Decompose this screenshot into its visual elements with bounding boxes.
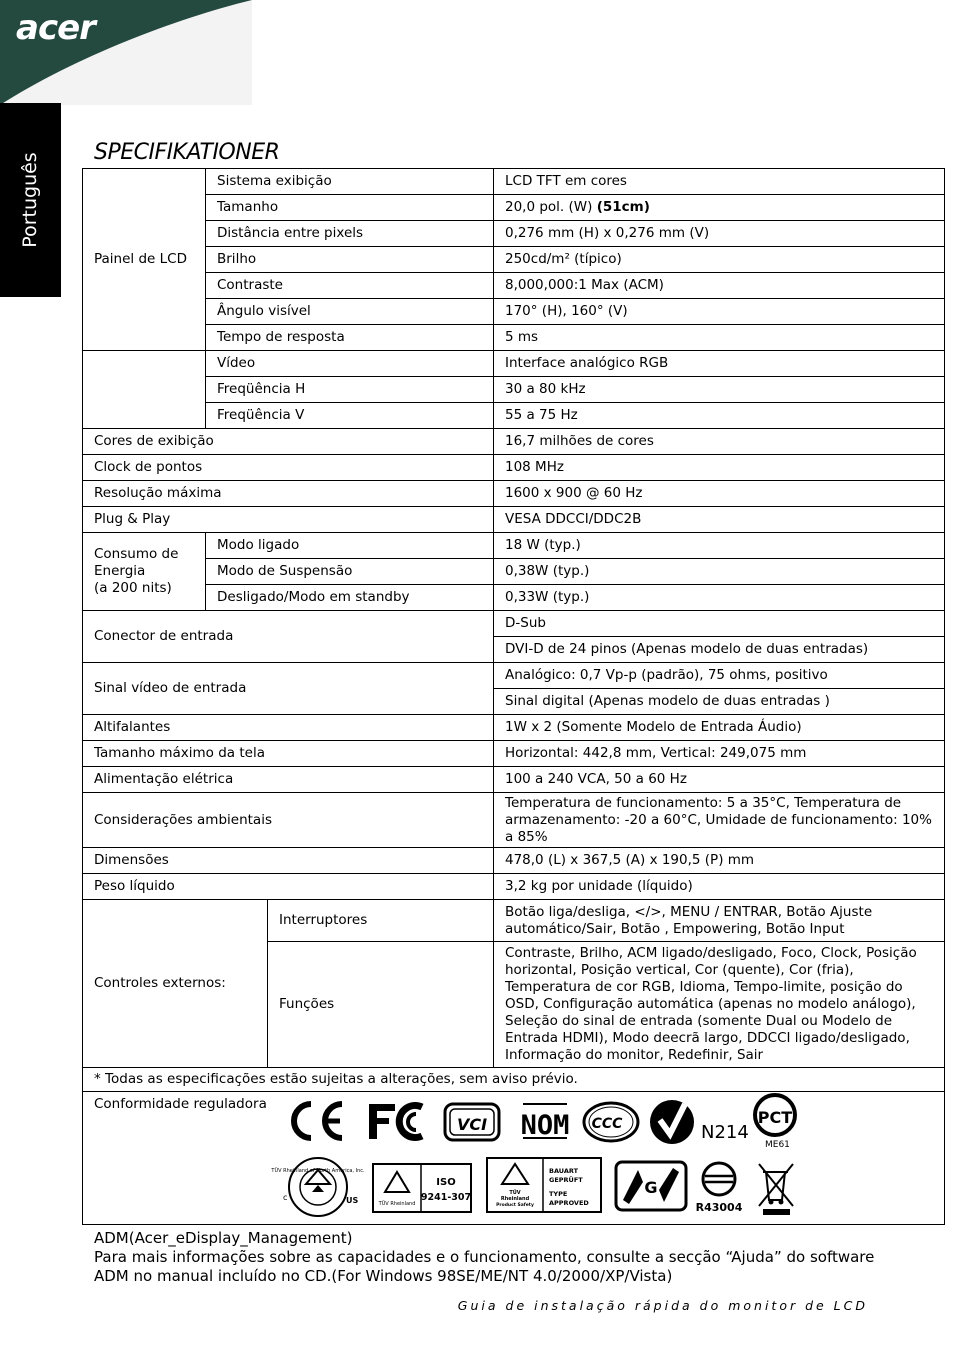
r43004-icon — [696, 1163, 743, 1214]
power-line-2: Energia — [94, 563, 146, 579]
spec-value: Botão liga/desliga, </>, MENU / ENTRAR, Botão Ajuste automático/Sair, Botão , Empowering, Botão Input — [494, 900, 945, 942]
spec-value: 0,38W (typ.) — [494, 559, 945, 585]
spec-value: 16,7 milhões de cores — [494, 429, 945, 455]
n214-text: N214 — [701, 1122, 749, 1143]
spec-value — [494, 195, 945, 221]
acer-logo: acer — [16, 8, 95, 48]
vcci-icon — [445, 1104, 499, 1140]
adm-body: Para mais informações sobre as capacidades e o funcionamento, consulte a secção “Ajuda” do software ADM no manual incluído no CD.(For Windows 98SE/ME/NT 4.0/2000/XP/Vista) — [94, 1248, 875, 1285]
bauart-tuv3: Product Safety — [496, 1203, 534, 1208]
table-row — [83, 481, 945, 507]
table-row — [83, 1068, 945, 1092]
r-code-text: R43004 — [695, 1201, 743, 1214]
size-cm: (51cm) — [596, 199, 650, 215]
ce-icon — [294, 1104, 342, 1138]
language-tab — [0, 103, 61, 297]
iso-tuv-text: TÜV Rheinland — [378, 1201, 416, 1207]
spec-label: Interruptores — [268, 900, 494, 942]
table-row — [83, 507, 945, 533]
table-row — [83, 900, 945, 942]
table-row — [83, 848, 945, 874]
c-tick-icon — [650, 1100, 694, 1144]
spec-label: Tempo de resposta — [206, 325, 494, 351]
spec-value: 170° (H), 160° (V) — [494, 299, 945, 325]
nom-text: NOM — [520, 1110, 570, 1141]
spec-value: 3,2 kg por unidade (líquido) — [494, 874, 945, 900]
spec-value: LCD TFT em cores — [494, 169, 945, 195]
table-row — [83, 299, 945, 325]
table-row — [83, 247, 945, 273]
spec-label: Altifalantes — [83, 715, 494, 741]
table-row — [83, 741, 945, 767]
iso-top-text: ISO — [436, 1177, 456, 1188]
table-row — [83, 455, 945, 481]
table-row — [83, 585, 945, 611]
spec-label: Dimensões — [83, 848, 494, 874]
me61-text: ME61 — [765, 1140, 790, 1150]
table-row — [83, 1092, 945, 1225]
spec-value: Horizontal: 442,8 mm, Vertical: 249,075 mm — [494, 741, 945, 767]
pct-icon — [755, 1095, 795, 1150]
table-row — [83, 273, 945, 299]
table-row — [83, 221, 945, 247]
spec-value: Analógico: 0,7 Vp-p (padrão), 75 ohms, positivo — [494, 663, 945, 689]
spec-label: Freqüência V — [206, 403, 494, 429]
bauart-tuv1: TÜV — [509, 1190, 521, 1196]
spec-value: 1600 x 900 @ 60 Hz — [494, 481, 945, 507]
header-band — [0, 0, 954, 105]
language-tab-label: Português — [19, 152, 41, 248]
tuv-north-america-icon — [270, 1158, 365, 1216]
compliance-label: Conformidade reguladora — [94, 1096, 267, 1112]
compliance-logos — [83, 1092, 883, 1222]
power-line-3: (a 200 nits) — [94, 580, 172, 596]
spec-value: VESA DDCCI/DDC2B — [494, 507, 945, 533]
g-mark-text: G — [644, 1178, 658, 1197]
ccc-icon — [584, 1103, 638, 1141]
spec-value: Sinal digital (Apenas modelo de duas entradas ) — [494, 689, 945, 715]
table-row — [83, 715, 945, 741]
bauart-2: GEPRÜFT — [549, 1176, 583, 1184]
spec-label: Modo ligado — [206, 533, 494, 559]
spec-value: Interface analógico RGB — [494, 351, 945, 377]
table-row — [83, 169, 945, 195]
fc-icon — [369, 1104, 422, 1139]
table-row — [83, 429, 945, 455]
spec-label: Plug & Play — [83, 507, 494, 533]
iso-9241-icon — [373, 1164, 471, 1212]
spec-label: Brilho — [206, 247, 494, 273]
spec-label: Tamanho — [206, 195, 494, 221]
bauart-1: BAUART — [549, 1167, 579, 1175]
nom-icon — [521, 1104, 570, 1141]
spec-label: Sistema exibição — [206, 169, 494, 195]
table-row — [83, 611, 945, 637]
spec-value: 30 a 80 kHz — [494, 377, 945, 403]
spec-value: 18 W (typ.) — [494, 533, 945, 559]
tuv-us-text: US — [346, 1196, 359, 1205]
spec-value: 5 ms — [494, 325, 945, 351]
spec-label: Contraste — [206, 273, 494, 299]
vcci-text: VCI — [456, 1115, 488, 1134]
compliance-cell — [83, 1092, 945, 1225]
bauart-3: TYPE — [549, 1190, 568, 1198]
spec-value: 100 a 240 VCA, 50 a 60 Hz — [494, 767, 945, 793]
spec-label: Funções — [268, 942, 494, 1068]
spec-label: Clock de pontos — [83, 455, 494, 481]
tuv-bauart-icon — [487, 1158, 601, 1212]
spec-label: Desligado/Modo em standby — [206, 585, 494, 611]
table-row — [83, 351, 945, 377]
bauart-tuv2: Rheinland — [500, 1196, 530, 1202]
footnote: * Todas as especificações estão sujeitas a alterações, sem aviso prévio. — [83, 1068, 945, 1092]
spec-label: Resolução máxima — [83, 481, 494, 507]
pct-text: PCT — [757, 1108, 793, 1127]
spec-value: 108 MHz — [494, 455, 945, 481]
spec-label: Peso líquido — [83, 874, 494, 900]
spec-label: Modo de Suspensão — [206, 559, 494, 585]
spec-table — [82, 168, 945, 1225]
weee-bin-icon — [759, 1164, 793, 1215]
spec-value: 0,33W (typ.) — [494, 585, 945, 611]
table-row — [83, 663, 945, 689]
table-row — [83, 533, 945, 559]
group-video-empty — [83, 351, 206, 429]
spec-label: Alimentação elétrica — [83, 767, 494, 793]
spec-value: 250cd/m² (típico) — [494, 247, 945, 273]
spec-label: Ângulo visível — [206, 299, 494, 325]
table-row — [83, 767, 945, 793]
spec-label: Freqüência H — [206, 377, 494, 403]
adm-title: ADM(Acer_eDisplay_Management) — [94, 1229, 353, 1247]
spec-label: Conector de entrada — [83, 611, 494, 663]
group-lcd-panel: Painel de LCD — [83, 169, 206, 351]
table-row — [83, 195, 945, 221]
size-inches: 20,0 pol. (W) — [505, 199, 593, 215]
group-power — [83, 533, 206, 611]
table-row — [83, 793, 945, 848]
ccc-text: CCC — [591, 1116, 623, 1132]
spec-value: Contraste, Brilho, ACM ligado/desligado, Foco, Clock, Posição horizontal, Posição vertical, Cor (quente), Cor (fria), Temperatura de cor RGB, Idioma, Tempo-limite, posição do OSD, Configuração automática (apenas no modelo análogo), Seleção do sinal de entrada (somente Dual ou Modelo de Entrada HDMI), Modo deecrã largo, DDCCI ligado/desligado, Informação do monitor, Redefinir, Sair — [494, 942, 945, 1068]
table-row — [83, 559, 945, 585]
spec-label: Sinal vídeo de entrada — [83, 663, 494, 715]
g-mark-icon — [616, 1162, 686, 1210]
iso-bottom-text: 9241-307 — [420, 1192, 472, 1203]
spec-value: 55 a 75 Hz — [494, 403, 945, 429]
tuv-na-text: TÜV Rheinland of North America, Inc. — [271, 1168, 365, 1174]
page-footer: Guia de instalação rápida do monitor de LCD — [457, 1298, 868, 1313]
adm-note — [94, 1229, 884, 1286]
table-row — [83, 377, 945, 403]
spec-label: Tamanho máximo da tela — [83, 741, 494, 767]
spec-value: Temperatura de funcionamento: 5 a 35°C, Temperatura de armazenamento: -20 a 60°C, Umidade de funcionamento: 10% a 85% — [494, 793, 945, 848]
spec-label: Considerações ambientais — [83, 793, 494, 848]
spec-value: 1W x 2 (Somente Modelo de Entrada Áudio) — [494, 715, 945, 741]
spec-value: DVI-D de 24 pinos (Apenas modelo de duas entradas) — [494, 637, 945, 663]
spec-value: 478,0 (L) x 367,5 (A) x 190,5 (P) mm — [494, 848, 945, 874]
spec-value: 0,276 mm (H) x 0,276 mm (V) — [494, 221, 945, 247]
table-row — [83, 874, 945, 900]
spec-value: D-Sub — [494, 611, 945, 637]
table-row — [83, 403, 945, 429]
table-row — [83, 325, 945, 351]
spec-label: Vídeo — [206, 351, 494, 377]
spec-label: Distância entre pixels — [206, 221, 494, 247]
spec-value: 8,000,000:1 Max (ACM) — [494, 273, 945, 299]
spec-label: Cores de exibição — [83, 429, 494, 455]
tuv-c-text: c — [283, 1193, 288, 1202]
page-title: SPECIFIKATIONER — [94, 140, 280, 165]
bauart-4: APPROVED — [549, 1199, 589, 1207]
power-line-1: Consumo de — [94, 546, 179, 562]
group-controls: Controles externos: — [83, 900, 268, 1068]
